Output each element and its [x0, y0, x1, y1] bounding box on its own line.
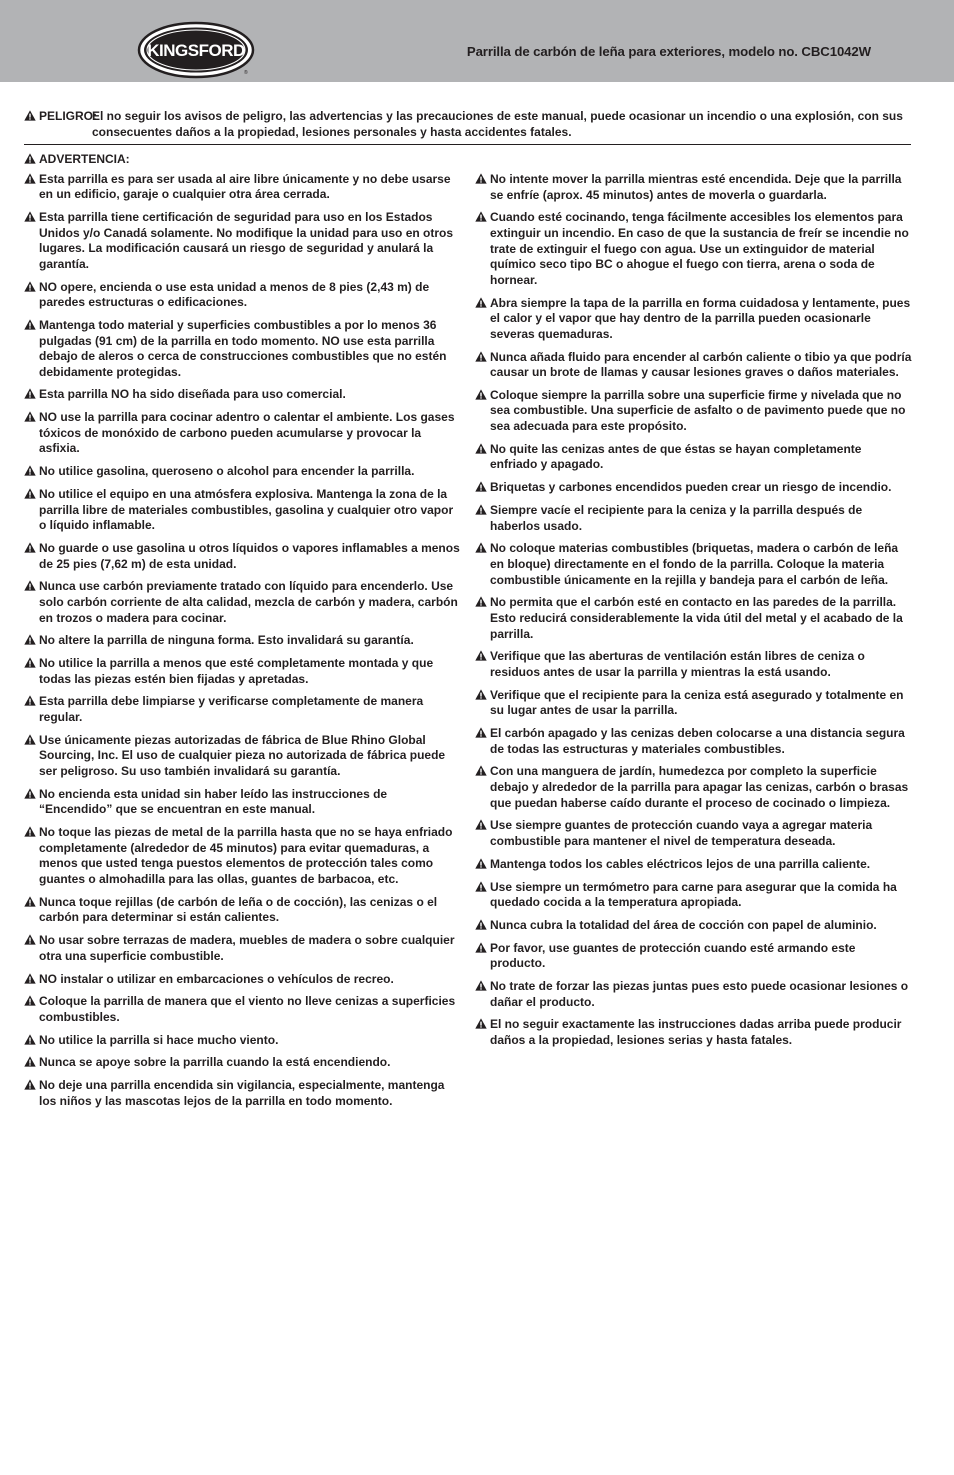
- warning-triangle-icon: [475, 481, 487, 492]
- warning-triangle-icon: [475, 858, 487, 869]
- warning-triangle-icon: [475, 596, 487, 607]
- warning-triangle-icon: [475, 765, 487, 776]
- warning-triangle-icon: [24, 465, 36, 476]
- warning-item: Coloque siempre la parrilla sobre una superficie firme y nivelada que no sea combustible. Una superficie de asfalto o de pavimento puede que no sea adecuada para este propósito.: [475, 388, 912, 435]
- logo-wordmark: KINGSFORD: [147, 41, 245, 60]
- warning-item: Por favor, use guantes de protección cuando esté armando este producto.: [475, 941, 912, 972]
- warning-item: No quite las cenizas antes de que éstas se hayan completamente enfriado y apagado.: [475, 442, 912, 473]
- warning-item: Esta parrilla tiene certificación de seguridad para uso en los Estados Unidos y/o Canadá solamente. No modifique la unidad para uso en otros lugares. La modificación causará un riesgo de seguridad y anulará la garantía.: [24, 210, 461, 272]
- warning-item: No toque las piezas de metal de la parrilla hasta que no se haya enfriado completamente (alrededor de 45 minutos) para evitar quemaduras, a menos que usted tenga puestos elementos de protección tales como guantes o almohadilla para las ollas, guantes de barbacoa, etc.: [24, 825, 461, 887]
- warning-item: No usar sobre terrazas de madera, muebles de madera o sobre cualquier otra una superficie combustible.: [24, 933, 461, 964]
- warning-item: No trate de forzar las piezas juntas pues esto puede ocasionar lesiones o dañar el producto.: [475, 979, 912, 1010]
- warning-triangle-icon: [24, 995, 36, 1006]
- warning-item: Mantenga todo material y superficies combustibles a por lo menos 36 pulgadas (91 cm) de la parrilla en todo momento. NO use esta parrilla debajo de aleros o cerca de construcciones combustibles que no estén debidamente protegidas.: [24, 318, 461, 380]
- svg-text:®: ®: [244, 70, 248, 76]
- warning-item: Con una manguera de jardín, humedezca por completo la superficie debajo y alrededor de la parrilla para apagar las cenizas, carbón o brasas que puedan haberse caído durante el proceso de cocinado o limpieza.: [475, 764, 912, 811]
- warning-triangle-icon: [24, 388, 36, 399]
- warning-item: Use únicamente piezas autorizadas de fábrica de Blue Rhino Global Sourcing, Inc. El uso de cualquier pieza no autorizada de fábrica puede ser peligroso. Su uso también invalidará su garantía.: [24, 733, 461, 780]
- warning-triangle-icon: [24, 488, 36, 499]
- warning-item: Nunca toque rejillas (de carbón de leña o de cocción), las cenizas o el carbón para determinar si están calientes.: [24, 895, 461, 926]
- warning-item: Use siempre guantes de protección cuando vaya a agregar materia combustible para mantener el nivel de temperatura deseada.: [475, 818, 912, 849]
- warning-item: No intente mover la parrilla mientras esté encendida. Deje que la parrilla se enfríe (aprox. 45 minutos) antes de moverla o guardarla.: [475, 172, 912, 203]
- warning-triangle-icon: [24, 281, 36, 292]
- warning-triangle-icon: [475, 443, 487, 454]
- warning-triangle-icon: [475, 542, 487, 553]
- warning-item: Nunca cubra la totalidad del área de cocción con papel de aluminio.: [475, 918, 912, 934]
- warning-triangle-icon: [24, 934, 36, 945]
- warning-item: NO instalar o utilizar en embarcaciones o vehículos de recreo.: [24, 972, 461, 988]
- warning-triangle-icon: [24, 1079, 36, 1090]
- warning-triangle-icon: [475, 1018, 487, 1029]
- warning-item: No utilice gasolina, queroseno o alcohol para encender la parrilla.: [24, 464, 461, 480]
- warning-triangle-icon: [475, 504, 487, 515]
- warning-triangle-icon: [24, 788, 36, 799]
- danger-text: El no seguir los avisos de peligro, las advertencias y las precauciones de este manual, puede ocasionar un incendio o una explosión, con sus consecuentes daños a la propiedad, lesiones personales y hasta accidentes fatales.: [92, 109, 903, 139]
- warning-triangle-icon: [24, 153, 36, 164]
- warning-triangle-icon: [24, 319, 36, 330]
- warning-triangle-icon: [475, 980, 487, 991]
- warning-triangle-icon: [24, 1056, 36, 1067]
- warning-item: Esta parrilla NO ha sido diseñada para uso comercial.: [24, 387, 461, 403]
- warning-triangle-icon: [475, 173, 487, 184]
- warning-triangle-icon: [475, 881, 487, 892]
- warning-item: Verifique que las aberturas de ventilación están libres de ceniza o residuos antes de usar la parrilla y mientras la está usando.: [475, 649, 912, 680]
- warning-triangle-icon: [475, 919, 487, 930]
- warning-triangle-icon: [24, 734, 36, 745]
- warning-triangle-icon: [475, 297, 487, 308]
- warning-item: Use siempre un termómetro para carne para asegurar que la comida ha quedado cocida a la temperatura apropiada.: [475, 880, 912, 911]
- warnings-column-left: [24, 152, 461, 1117]
- warning-item: Nunca se apoye sobre la parrilla cuando la está encendiendo.: [24, 1055, 461, 1071]
- warning-triangle-icon: [24, 973, 36, 984]
- warning-item: No encienda esta unidad sin haber leído las instrucciones de “Encendido” que se encuentran en este manual.: [24, 787, 461, 818]
- warning-item: Nunca use carbón previamente tratado con líquido para encenderlo. Use solo carbón corriente de alta calidad, mezcla de carbón y madera, carbón en trozos o madera para cocinar.: [24, 579, 461, 626]
- danger-notice: [24, 109, 914, 140]
- warning-triangle-icon: [24, 634, 36, 645]
- warning-item: No coloque materias combustibles (briquetas, madera o carbón de leña en bloque) directamente en el fondo de la parrilla. Coloque la materia combustible únicamente en la rejilla y bandeja para el carbón de leña.: [475, 541, 912, 588]
- warning-triangle-icon: [475, 389, 487, 400]
- warnings-column-right: [475, 172, 912, 1056]
- warning-triangle-icon: [24, 657, 36, 668]
- warning-triangle-icon: [24, 826, 36, 837]
- warning-item: Nunca añada fluido para encender al carbón caliente o tibio ya que podría causar un brote de llamas y causar lesiones graves o daños materiales.: [475, 350, 912, 381]
- warning-item: No deje una parrilla encendida sin vigilancia, especialmente, mantenga los niños y las mascotas lejos de la parrilla en todo momento.: [24, 1078, 461, 1109]
- warning-triangle-icon: [475, 727, 487, 738]
- warning-item: No utilice la parrilla a menos que esté completamente montada y que todas las piezas estén bien fijadas y apretadas.: [24, 656, 461, 687]
- warning-triangle-icon: [475, 650, 487, 661]
- danger-label: PELIGRO:: [39, 109, 98, 123]
- section-divider: [24, 144, 911, 145]
- warning-triangle-icon: [24, 580, 36, 591]
- warning-item: El carbón apagado y las cenizas deben colocarse a una distancia segura de todas las estructuras y materiales combustibles.: [475, 726, 912, 757]
- warning-item: Abra siempre la tapa de la parrilla en forma cuidadosa y lentamente, pues el calor y el vapor que hay dentro de la parrilla pueden ocasionarle severas quemaduras.: [475, 296, 912, 343]
- warning-triangle-icon: [24, 896, 36, 907]
- warning-triangle-icon: [24, 110, 36, 121]
- warning-triangle-icon: [24, 695, 36, 706]
- kingsford-logo: [136, 20, 258, 80]
- page-header: [0, 0, 954, 82]
- warning-item: Coloque la parrilla de manera que el viento no lleve cenizas a superficies combustibles.: [24, 994, 461, 1025]
- warning-item: Cuando esté cocinando, tenga fácilmente accesibles los elementos para extinguir un incendio. En caso de que la sustancia de freír se incendie no trate de extinguir el fuego con agua. Use un extinguidor de material químico seco tipo BC o ahogue el fuego con tierra, arena o soda de hornear.: [475, 210, 912, 288]
- warning-item: El no seguir exactamente las instrucciones dadas arriba puede producir daños a la propiedad, lesiones serias y hasta fatales.: [475, 1017, 912, 1048]
- warning-triangle-icon: [24, 173, 36, 184]
- warning-heading: ADVERTENCIA:: [24, 152, 461, 168]
- warning-item: Verifique que el recipiente para la ceniza está asegurado y totalmente en su lugar antes de usar la parrilla.: [475, 688, 912, 719]
- warning-item: No utilice la parrilla si hace mucho viento.: [24, 1033, 461, 1049]
- warning-item: Esta parrilla es para ser usada al aire libre únicamente y no debe usarse en un edificio, garaje o cualquier otra área cerrada.: [24, 172, 461, 203]
- warning-item: No altere la parrilla de ninguna forma. Esto invalidará su garantía.: [24, 633, 461, 649]
- warning-triangle-icon: [24, 1034, 36, 1045]
- warning-item: Mantenga todos los cables eléctricos lejos de una parrilla caliente.: [475, 857, 912, 873]
- warning-triangle-icon: [475, 689, 487, 700]
- warning-item: No utilice el equipo en una atmósfera explosiva. Mantenga la zona de la parrilla libre de materiales combustibles, gasolina y cualquier otro vapor o líquido inflamable.: [24, 487, 461, 534]
- warning-triangle-icon: [24, 211, 36, 222]
- warning-triangle-icon: [24, 542, 36, 553]
- warning-item: Siempre vacíe el recipiente para la ceniza y la parrilla después de haberlos usado.: [475, 503, 912, 534]
- warning-item: Briquetas y carbones encendidos pueden crear un riesgo de incendio.: [475, 480, 912, 496]
- warning-triangle-icon: [475, 819, 487, 830]
- warning-item: Esta parrilla debe limpiarse y verificarse completamente de manera regular.: [24, 694, 461, 725]
- warning-item: No permita que el carbón esté en contacto en las paredes de la parrilla. Esto reducirá considerablemente la vida útil del metal y el acabado de la parrilla.: [475, 595, 912, 642]
- warning-triangle-icon: [475, 211, 487, 222]
- warning-triangle-icon: [24, 411, 36, 422]
- warning-triangle-icon: [475, 942, 487, 953]
- warning-triangle-icon: [475, 351, 487, 362]
- warning-item: No guarde o use gasolina u otros líquidos o vapores inflamables a menos de 25 pies (7,62 m) de esta unidad.: [24, 541, 461, 572]
- warning-item: NO use la parrilla para cocinar adentro o calentar el ambiente. Los gases tóxicos de monóxido de carbono pueden acumularse y provocar la asfixia.: [24, 410, 461, 457]
- warning-item: NO opere, encienda o use esta unidad a menos de 8 pies (2,43 m) de paredes estructuras o edificaciones.: [24, 280, 461, 311]
- page-title: Parrilla de carbón de leña para exteriores, modelo no. CBC1042W: [466, 44, 871, 59]
